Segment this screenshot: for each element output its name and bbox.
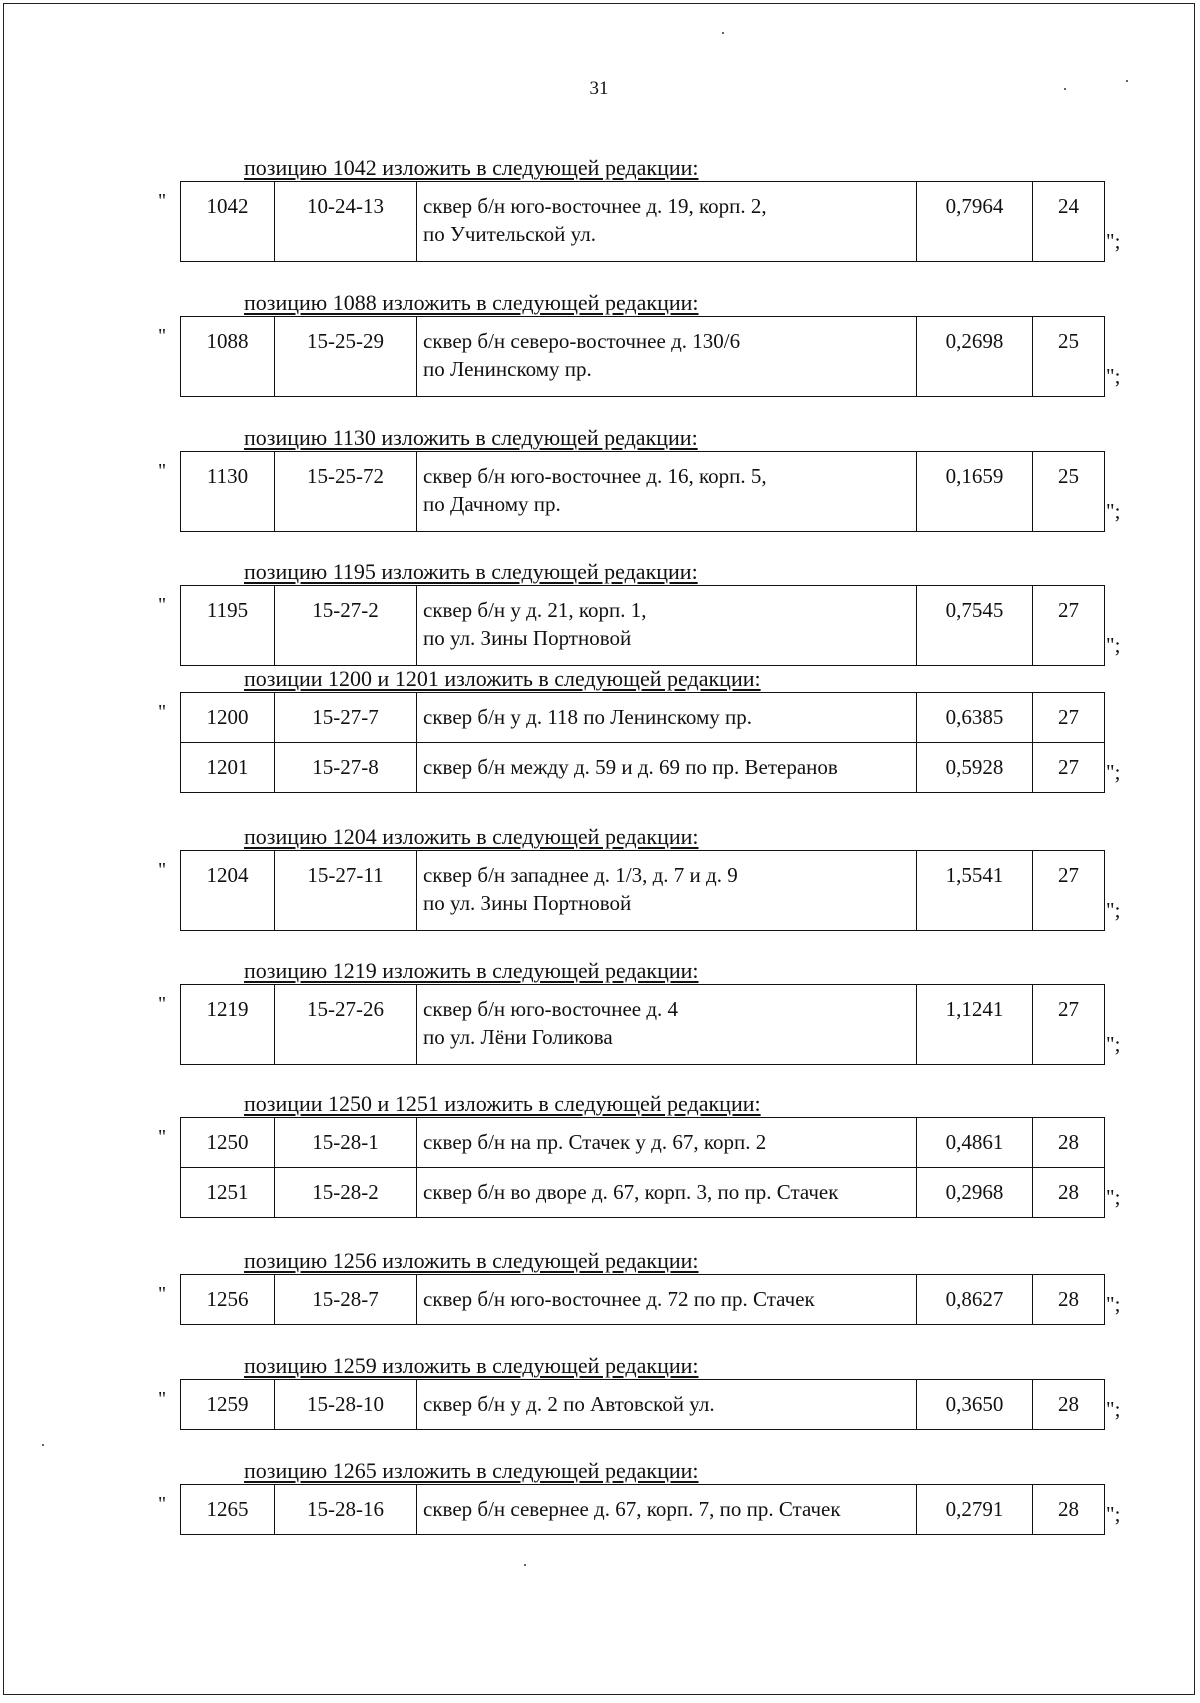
site-description-line: сквер б/н у д. 2 по Автовской ул.: [423, 1392, 715, 1416]
zone-cell: 28: [1033, 1485, 1105, 1535]
zone-cell: 28: [1033, 1275, 1105, 1325]
zone-cell: 28: [1033, 1168, 1105, 1218]
section-heading: позицию 1256 изложить в следующей редакции:: [244, 1248, 699, 1273]
site-description-line: по Учительской ул.: [423, 222, 596, 246]
registry-code-cell: 15-25-72: [275, 452, 417, 532]
table-row: [181, 1118, 1105, 1168]
table-row: [181, 182, 1105, 262]
opening-quote-mark: ": [158, 859, 167, 881]
position-number-cell: 1250: [181, 1118, 275, 1168]
registry-code-cell: 15-27-26: [275, 985, 417, 1065]
registry-code-cell: 15-28-2: [275, 1168, 417, 1218]
zone-cell: 25: [1033, 317, 1105, 397]
position-number-cell: 1265: [181, 1485, 275, 1535]
area-cell: 0,2698: [917, 317, 1033, 397]
table-row: [181, 586, 1105, 666]
scan-speck: [524, 1564, 526, 1566]
position-number-cell: 1088: [181, 317, 275, 397]
position-number-cell: 1201: [181, 743, 275, 793]
table-row: [181, 1168, 1105, 1218]
table-row: [181, 317, 1105, 397]
site-description-cell: [417, 1485, 917, 1535]
scan-speck: [722, 32, 724, 34]
closing-quote-mark: ";: [1106, 760, 1121, 784]
site-description-cell: [417, 1118, 917, 1168]
table-row: [181, 1275, 1105, 1325]
site-description-line: сквер б/н на пр. Стачек у д. 67, корп. 2: [423, 1130, 767, 1154]
site-description-cell: [417, 1275, 917, 1325]
site-description-line: сквер б/н юго-восточнее д. 19, корп. 2,: [423, 194, 767, 218]
area-cell: 1,5541: [917, 851, 1033, 931]
position-number-cell: 1251: [181, 1168, 275, 1218]
closing-quote-mark: ";: [1106, 1397, 1121, 1421]
area-cell: 0,7964: [917, 182, 1033, 262]
position-table: [180, 585, 1105, 666]
table-row: [181, 693, 1105, 743]
site-description-line: сквер б/н юго-восточнее д. 16, корп. 5,: [423, 464, 767, 488]
area-cell: 0,3650: [917, 1380, 1033, 1430]
area-cell: 0,2968: [917, 1168, 1033, 1218]
position-table: [180, 984, 1105, 1065]
site-description-cell: [417, 317, 917, 397]
site-description-cell: [417, 851, 917, 931]
table-row: [181, 1485, 1105, 1535]
area-cell: 0,5928: [917, 743, 1033, 793]
position-table: [180, 1379, 1105, 1430]
site-description-cell: [417, 586, 917, 666]
site-description-line: по ул. Зины Портновой: [423, 626, 632, 650]
opening-quote-mark: ": [158, 1493, 167, 1515]
site-description-line: по Ленинскому пр.: [423, 357, 592, 381]
site-description-line: сквер б/н северо-восточнее д. 130/6: [423, 329, 741, 353]
opening-quote-mark: ": [158, 460, 167, 482]
opening-quote-mark: ": [158, 1283, 167, 1305]
section-heading: позицию 1130 изложить в следующей редакции:: [244, 425, 698, 450]
table-row: [181, 743, 1105, 793]
closing-quote-mark: ";: [1106, 499, 1121, 523]
position-number-cell: 1256: [181, 1275, 275, 1325]
scan-speck: [1064, 88, 1066, 90]
site-description-line: сквер б/н севернее д. 67, корп. 7, по пр. Стачек: [423, 1497, 841, 1521]
zone-cell: 27: [1033, 851, 1105, 931]
opening-quote-mark: ": [158, 993, 167, 1015]
zone-cell: 24: [1033, 182, 1105, 262]
closing-quote-mark: ";: [1106, 229, 1121, 253]
area-cell: 0,1659: [917, 452, 1033, 532]
site-description-line: сквер б/н между д. 59 и д. 69 по пр. Ветеранов: [423, 755, 838, 779]
closing-quote-mark: ";: [1106, 1185, 1121, 1209]
section-heading: позицию 1265 изложить в следующей редакции:: [244, 1458, 699, 1483]
zone-cell: 25: [1033, 452, 1105, 532]
zone-cell: 28: [1033, 1380, 1105, 1430]
position-table: [180, 1274, 1105, 1325]
area-cell: 0,7545: [917, 586, 1033, 666]
position-number-cell: 1042: [181, 182, 275, 262]
closing-quote-mark: ";: [1106, 1032, 1121, 1056]
registry-code-cell: 15-27-8: [275, 743, 417, 793]
zone-cell: 27: [1033, 586, 1105, 666]
position-number-cell: 1200: [181, 693, 275, 743]
position-table: [180, 451, 1105, 532]
registry-code-cell: 15-27-11: [275, 851, 417, 931]
section-heading: позицию 1042 изложить в следующей редакции:: [244, 155, 699, 180]
site-description-cell: [417, 1380, 917, 1430]
site-description-cell: [417, 693, 917, 743]
zone-cell: 27: [1033, 985, 1105, 1065]
registry-code-cell: 15-28-1: [275, 1118, 417, 1168]
position-table: [180, 316, 1105, 397]
section-heading: позицию 1195 изложить в следующей редакции:: [244, 559, 698, 584]
position-table: [180, 181, 1105, 262]
closing-quote-mark: ";: [1106, 898, 1121, 922]
opening-quote-mark: ": [158, 1126, 167, 1148]
zone-cell: 27: [1033, 693, 1105, 743]
section-heading: позицию 1219 изложить в следующей редакции:: [244, 958, 699, 983]
document-page: [3, 3, 1195, 1695]
scan-speck: [42, 1444, 44, 1446]
site-description-line: сквер б/н у д. 118 по Ленинскому пр.: [423, 705, 753, 729]
section-heading: позицию 1259 изложить в следующей редакции:: [244, 1353, 699, 1378]
zone-cell: 27: [1033, 743, 1105, 793]
position-number-cell: 1204: [181, 851, 275, 931]
position-table: [180, 692, 1105, 793]
position-number-cell: 1219: [181, 985, 275, 1065]
opening-quote-mark: ": [158, 325, 167, 347]
area-cell: 0,4861: [917, 1118, 1033, 1168]
section-heading: позиции 1200 и 1201 изложить в следующей редакции:: [244, 666, 761, 691]
site-description-line: сквер б/н юго-восточнее д. 72 по пр. Стачек: [423, 1287, 815, 1311]
section-heading: позицию 1088 изложить в следующей редакции:: [244, 290, 699, 315]
page-number: 31: [589, 78, 609, 99]
registry-code-cell: 15-28-7: [275, 1275, 417, 1325]
site-description-cell: [417, 743, 917, 793]
registry-code-cell: 15-27-7: [275, 693, 417, 743]
opening-quote-mark: ": [158, 594, 167, 616]
site-description-line: сквер б/н у д. 21, корп. 1,: [423, 598, 647, 622]
position-table: [180, 1117, 1105, 1218]
section-heading: позиции 1250 и 1251 изложить в следующей редакции:: [244, 1091, 761, 1116]
table-row: [181, 985, 1105, 1065]
zone-cell: 28: [1033, 1118, 1105, 1168]
site-description-cell: [417, 182, 917, 262]
closing-quote-mark: ";: [1106, 633, 1121, 657]
position-number-cell: 1259: [181, 1380, 275, 1430]
site-description-cell: [417, 985, 917, 1065]
registry-code-cell: 15-28-16: [275, 1485, 417, 1535]
site-description-cell: [417, 452, 917, 532]
area-cell: 1,1241: [917, 985, 1033, 1065]
table-row: [181, 1380, 1105, 1430]
site-description-line: по ул. Лёни Голикова: [423, 1025, 613, 1049]
site-description-line: по ул. Зины Портновой: [423, 891, 632, 915]
opening-quote-mark: ": [158, 1388, 167, 1410]
registry-code-cell: 15-28-10: [275, 1380, 417, 1430]
table-row: [181, 452, 1105, 532]
site-description-line: сквер б/н западнее д. 1/3, д. 7 и д. 9: [423, 863, 738, 887]
position-table: [180, 850, 1105, 931]
area-cell: 0,2791: [917, 1485, 1033, 1535]
opening-quote-mark: ": [158, 190, 167, 212]
position-number-cell: 1195: [181, 586, 275, 666]
site-description-cell: [417, 1168, 917, 1218]
closing-quote-mark: ";: [1106, 364, 1121, 388]
table-row: [181, 851, 1105, 931]
area-cell: 0,8627: [917, 1275, 1033, 1325]
opening-quote-mark: ": [158, 701, 167, 723]
registry-code-cell: 15-27-2: [275, 586, 417, 666]
site-description-line: по Дачному пр.: [423, 492, 561, 516]
closing-quote-mark: ";: [1106, 1292, 1121, 1316]
scan-speck: [1126, 80, 1128, 82]
site-description-line: сквер б/н юго-восточнее д. 4: [423, 997, 679, 1021]
position-table: [180, 1484, 1105, 1535]
registry-code-cell: 15-25-29: [275, 317, 417, 397]
position-number-cell: 1130: [181, 452, 275, 532]
closing-quote-mark: ";: [1106, 1502, 1121, 1526]
area-cell: 0,6385: [917, 693, 1033, 743]
section-heading: позицию 1204 изложить в следующей редакции:: [244, 824, 699, 849]
site-description-line: сквер б/н во дворе д. 67, корп. 3, по пр. Стачек: [423, 1180, 839, 1204]
registry-code-cell: 10-24-13: [275, 182, 417, 262]
